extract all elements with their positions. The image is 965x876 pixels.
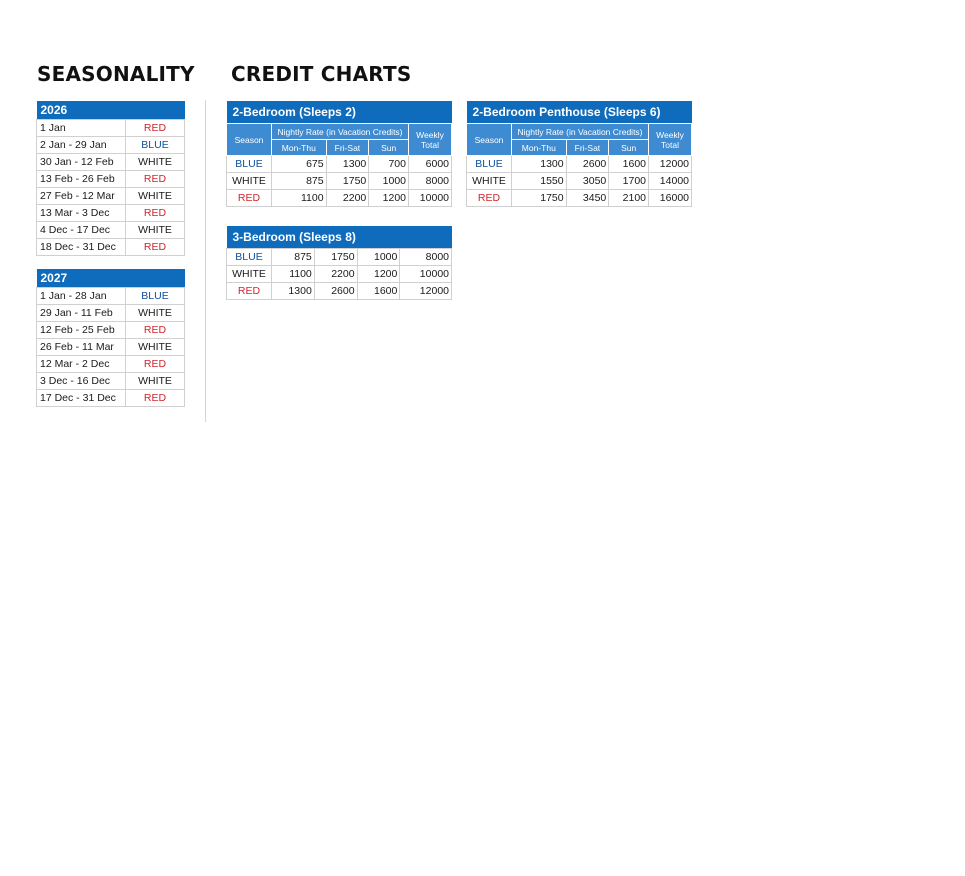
season-label: WHITE bbox=[126, 339, 185, 356]
mon-thu-value: 875 bbox=[272, 249, 315, 266]
table-row bbox=[37, 171, 185, 188]
table-row bbox=[467, 190, 692, 207]
table-row bbox=[37, 373, 185, 390]
weekly-value: 8000 bbox=[409, 173, 452, 190]
date-range: 3 Dec - 16 Dec bbox=[37, 373, 126, 390]
nightly-rate-header: Nightly Rate (in Vacation Credits) bbox=[272, 124, 409, 140]
weekly-value: 10000 bbox=[409, 190, 452, 207]
season-label: RED bbox=[126, 356, 185, 373]
date-range: 13 Mar - 3 Dec bbox=[37, 205, 126, 222]
mon-thu-value: 1300 bbox=[512, 156, 567, 173]
credit-chart-2-bedroom-penthouse bbox=[466, 101, 692, 207]
date-range: 1 Jan - 28 Jan bbox=[37, 288, 126, 305]
season-label: WHITE bbox=[126, 154, 185, 171]
table-row bbox=[37, 188, 185, 205]
weekly-value: 10000 bbox=[400, 266, 452, 283]
sun-value: 1000 bbox=[369, 173, 409, 190]
table-row bbox=[37, 390, 185, 407]
table-row bbox=[467, 156, 692, 173]
season-col-header: Season bbox=[227, 124, 272, 156]
fri-sat-value: 3450 bbox=[566, 190, 609, 207]
weekly-value: 14000 bbox=[649, 173, 692, 190]
date-range: 29 Jan - 11 Feb bbox=[37, 305, 126, 322]
sun-value: 1200 bbox=[357, 266, 400, 283]
sun-value: 1200 bbox=[369, 190, 409, 207]
season-label: BLUE bbox=[126, 137, 185, 154]
seasonality-table-2026 bbox=[36, 101, 185, 256]
fri-sat-header: Fri-Sat bbox=[566, 140, 609, 156]
table-row bbox=[37, 239, 185, 256]
fri-sat-value: 1750 bbox=[314, 249, 357, 266]
season-label: WHITE bbox=[126, 305, 185, 322]
season-label: RED bbox=[227, 283, 272, 300]
table-row bbox=[37, 120, 185, 137]
season-label: RED bbox=[126, 171, 185, 188]
table-row bbox=[37, 322, 185, 339]
credit-chart-3-bedroom bbox=[226, 226, 452, 300]
table-row bbox=[37, 339, 185, 356]
table-row bbox=[227, 190, 452, 207]
sun-header: Sun bbox=[369, 140, 409, 156]
season-label: RED bbox=[126, 390, 185, 407]
chart-title: 2-Bedroom Penthouse (Sleeps 6) bbox=[467, 101, 692, 124]
season-label: WHITE bbox=[126, 188, 185, 205]
fri-sat-header: Fri-Sat bbox=[326, 140, 369, 156]
table-row bbox=[227, 156, 452, 173]
mon-thu-value: 675 bbox=[272, 156, 327, 173]
weekly-total-header: Weekly Total bbox=[409, 124, 452, 156]
season-label: WHITE bbox=[227, 266, 272, 283]
sun-value: 1600 bbox=[609, 156, 649, 173]
season-label: BLUE bbox=[227, 249, 272, 266]
date-range: 27 Feb - 12 Mar bbox=[37, 188, 126, 205]
sun-value: 700 bbox=[369, 156, 409, 173]
mon-thu-value: 1300 bbox=[272, 283, 315, 300]
seasonality-heading: SEASONALITY bbox=[37, 62, 195, 86]
date-range: 1 Jan bbox=[37, 120, 126, 137]
table-row bbox=[37, 154, 185, 171]
table-row bbox=[227, 266, 452, 283]
season-label: RED bbox=[126, 239, 185, 256]
table-row bbox=[37, 222, 185, 239]
nightly-rate-header: Nightly Rate (in Vacation Credits) bbox=[512, 124, 649, 140]
seasonality-table-2027 bbox=[36, 269, 185, 407]
mon-thu-value: 1100 bbox=[272, 266, 315, 283]
season-label: WHITE bbox=[126, 373, 185, 390]
fri-sat-value: 2200 bbox=[326, 190, 369, 207]
table-row bbox=[37, 205, 185, 222]
table-row bbox=[227, 283, 452, 300]
fri-sat-value: 3050 bbox=[566, 173, 609, 190]
date-range: 4 Dec - 17 Dec bbox=[37, 222, 126, 239]
season-label: RED bbox=[126, 120, 185, 137]
season-label: WHITE bbox=[126, 222, 185, 239]
sun-value: 1700 bbox=[609, 173, 649, 190]
mon-thu-header: Mon-Thu bbox=[512, 140, 567, 156]
fri-sat-value: 1750 bbox=[326, 173, 369, 190]
season-label: WHITE bbox=[467, 173, 512, 190]
date-range: 12 Mar - 2 Dec bbox=[37, 356, 126, 373]
weekly-total-header: Weekly Total bbox=[649, 124, 692, 156]
fri-sat-value: 2200 bbox=[314, 266, 357, 283]
fri-sat-value: 2600 bbox=[566, 156, 609, 173]
table-row bbox=[227, 249, 452, 266]
mon-thu-value: 1100 bbox=[272, 190, 327, 207]
season-label: RED bbox=[467, 190, 512, 207]
sun-value: 2100 bbox=[609, 190, 649, 207]
sun-value: 1600 bbox=[357, 283, 400, 300]
season-label: BLUE bbox=[227, 156, 272, 173]
date-range: 30 Jan - 12 Feb bbox=[37, 154, 126, 171]
weekly-value: 8000 bbox=[400, 249, 452, 266]
season-label: RED bbox=[227, 190, 272, 207]
table-row bbox=[37, 288, 185, 305]
fri-sat-value: 2600 bbox=[314, 283, 357, 300]
table-row bbox=[227, 173, 452, 190]
season-label: WHITE bbox=[227, 173, 272, 190]
date-range: 17 Dec - 31 Dec bbox=[37, 390, 126, 407]
weekly-value: 16000 bbox=[649, 190, 692, 207]
table-row bbox=[37, 356, 185, 373]
credit-charts-heading: CREDIT CHARTS bbox=[231, 62, 412, 86]
sun-header: Sun bbox=[609, 140, 649, 156]
date-range: 26 Feb - 11 Mar bbox=[37, 339, 126, 356]
season-label: RED bbox=[126, 322, 185, 339]
sun-value: 1000 bbox=[357, 249, 400, 266]
season-label: BLUE bbox=[467, 156, 512, 173]
year-header: 2026 bbox=[37, 101, 185, 120]
season-label: BLUE bbox=[126, 288, 185, 305]
chart-title: 2-Bedroom (Sleeps 2) bbox=[227, 101, 452, 124]
season-label: RED bbox=[126, 205, 185, 222]
weekly-value: 12000 bbox=[649, 156, 692, 173]
date-range: 12 Feb - 25 Feb bbox=[37, 322, 126, 339]
date-range: 13 Feb - 26 Feb bbox=[37, 171, 126, 188]
fri-sat-value: 1300 bbox=[326, 156, 369, 173]
mon-thu-value: 875 bbox=[272, 173, 327, 190]
table-row bbox=[37, 137, 185, 154]
table-row bbox=[467, 173, 692, 190]
date-range: 18 Dec - 31 Dec bbox=[37, 239, 126, 256]
credit-chart-2-bedroom bbox=[226, 101, 452, 207]
season-col-header: Season bbox=[467, 124, 512, 156]
table-row bbox=[37, 305, 185, 322]
chart-title: 3-Bedroom (Sleeps 8) bbox=[227, 226, 452, 249]
weekly-value: 6000 bbox=[409, 156, 452, 173]
date-range: 2 Jan - 29 Jan bbox=[37, 137, 126, 154]
mon-thu-value: 1750 bbox=[512, 190, 567, 207]
mon-thu-value: 1550 bbox=[512, 173, 567, 190]
mon-thu-header: Mon-Thu bbox=[272, 140, 327, 156]
weekly-value: 12000 bbox=[400, 283, 452, 300]
year-header: 2027 bbox=[37, 269, 185, 288]
section-divider bbox=[205, 100, 206, 422]
